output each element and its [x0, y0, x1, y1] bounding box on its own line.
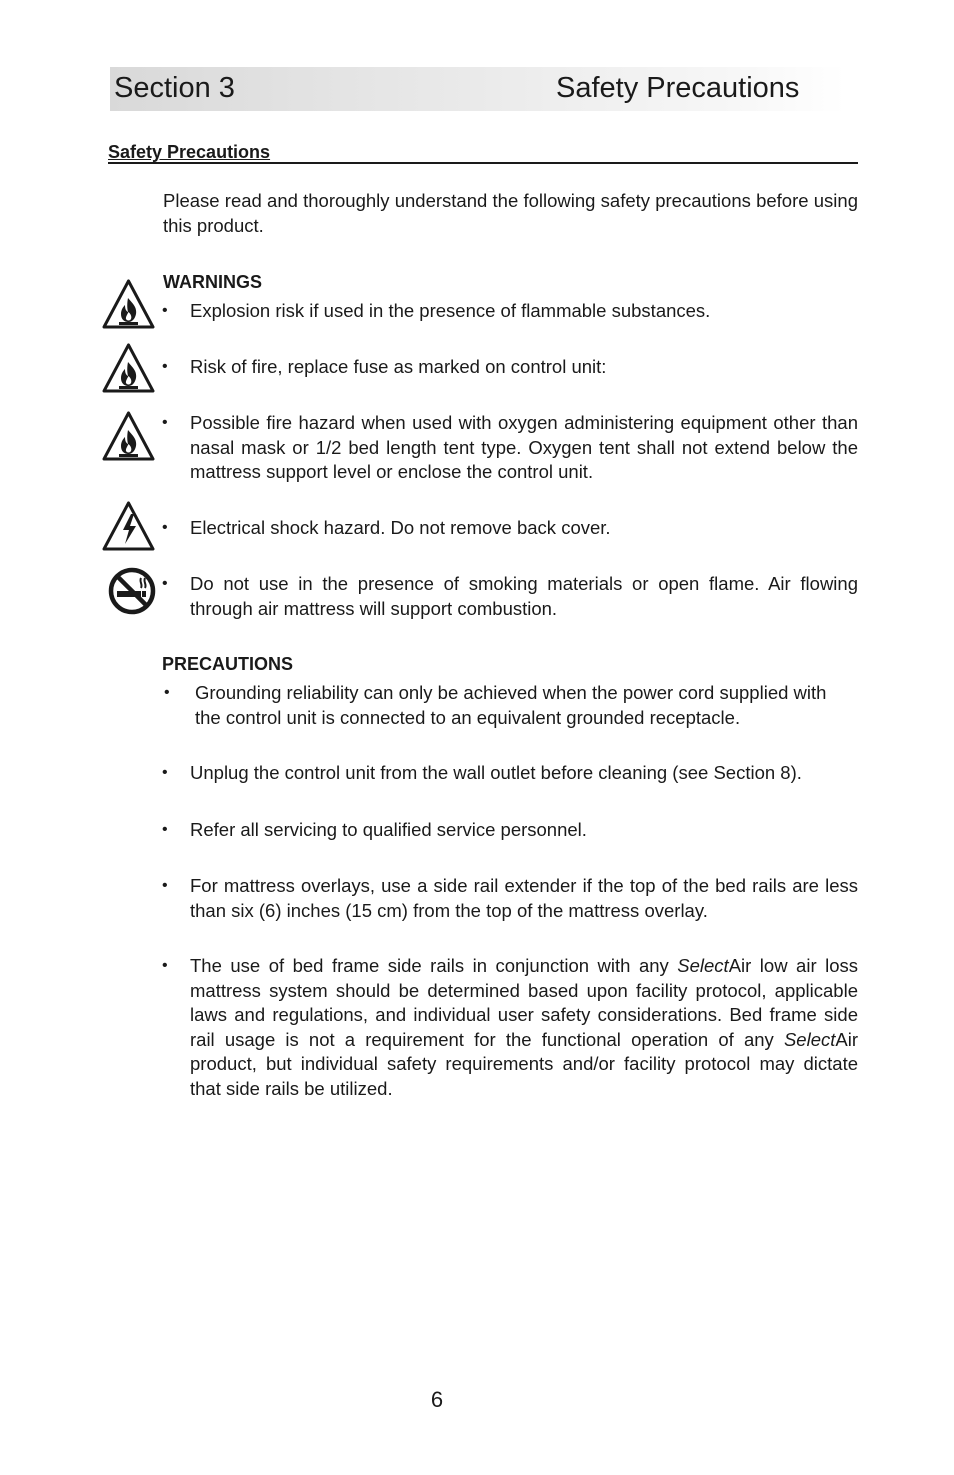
precaution-item: Grounding reliability can only be achieved when the power cord supplied with the control unit is connected to an equivalent grounded receptacle. — [195, 682, 827, 728]
precaution-item: Unplug the control unit from the wall outlet before cleaning (see Section 8). — [190, 762, 802, 783]
bullet: • — [162, 358, 168, 375]
warning-item: Electrical shock hazard. Do not remove back cover. — [190, 517, 611, 538]
fire-warning-icon — [101, 342, 156, 395]
bullet: • — [162, 764, 168, 781]
warning-item: Possible fire hazard when used with oxygen administering equipment other than nasal mask or 1/2 bed length tent type. Oxygen tent shall not extend below the mattress support level or enclose the control unit. — [190, 412, 858, 483]
warning-item: Do not use in the presence of smoking materials or open flame. Air flowing through air mattress will support combustion. — [190, 573, 858, 619]
section-header-bar — [110, 67, 845, 111]
brand-select-italic: Select — [783, 1028, 836, 1050]
bullet: • — [162, 302, 168, 319]
bullet: • — [162, 957, 168, 974]
subsection-heading: Safety Precautions — [108, 142, 858, 164]
electrical-shock-warning-icon — [101, 500, 156, 553]
bullet: • — [162, 519, 168, 536]
bullet: • — [162, 877, 168, 894]
intro-paragraph: Please read and thoroughly understand the following safety precautions before using this product. — [163, 190, 858, 236]
bullet: • — [162, 414, 168, 431]
fire-warning-icon — [101, 410, 156, 463]
warning-item: Explosion risk if used in the presence of flammable substances. — [190, 300, 711, 321]
precaution-item: For mattress overlays, use a side rail extender if the top of the bed rails are less than six (6) inches (15 cm) from the top of the mattress overlay. — [190, 875, 858, 921]
bullet: • — [164, 684, 170, 701]
section-title: Safety Precautions — [556, 72, 800, 104]
fire-warning-icon — [101, 278, 156, 331]
bullet: • — [162, 575, 168, 592]
brand-select-italic: Select — [677, 955, 729, 976]
precautions-label: PRECAUTIONS — [162, 654, 294, 674]
section-number: Section 3 — [114, 72, 235, 104]
warning-item: Risk of fire, replace fuse as marked on control unit: — [190, 356, 607, 377]
no-smoking-icon — [107, 566, 157, 616]
precaution-item: Refer all servicing to qualified service personnel. — [190, 819, 587, 840]
bullet: • — [162, 821, 168, 838]
page-number: 6 — [430, 1387, 444, 1412]
warnings-label: WARNINGS — [163, 272, 262, 292]
precaution-item-side-rails: The use of bed frame side rails in conjunction with any SelectAir low air loss mattress system should be determined based upon facility protocol, applicable laws and regulations, and individual user safety considerations. Bed frame side rail usage is not a requirement for the functional operation of any SelectAir product, but individual safety requirements and/or facility protocol may dictate that side rails be utilized. — [190, 955, 859, 1099]
